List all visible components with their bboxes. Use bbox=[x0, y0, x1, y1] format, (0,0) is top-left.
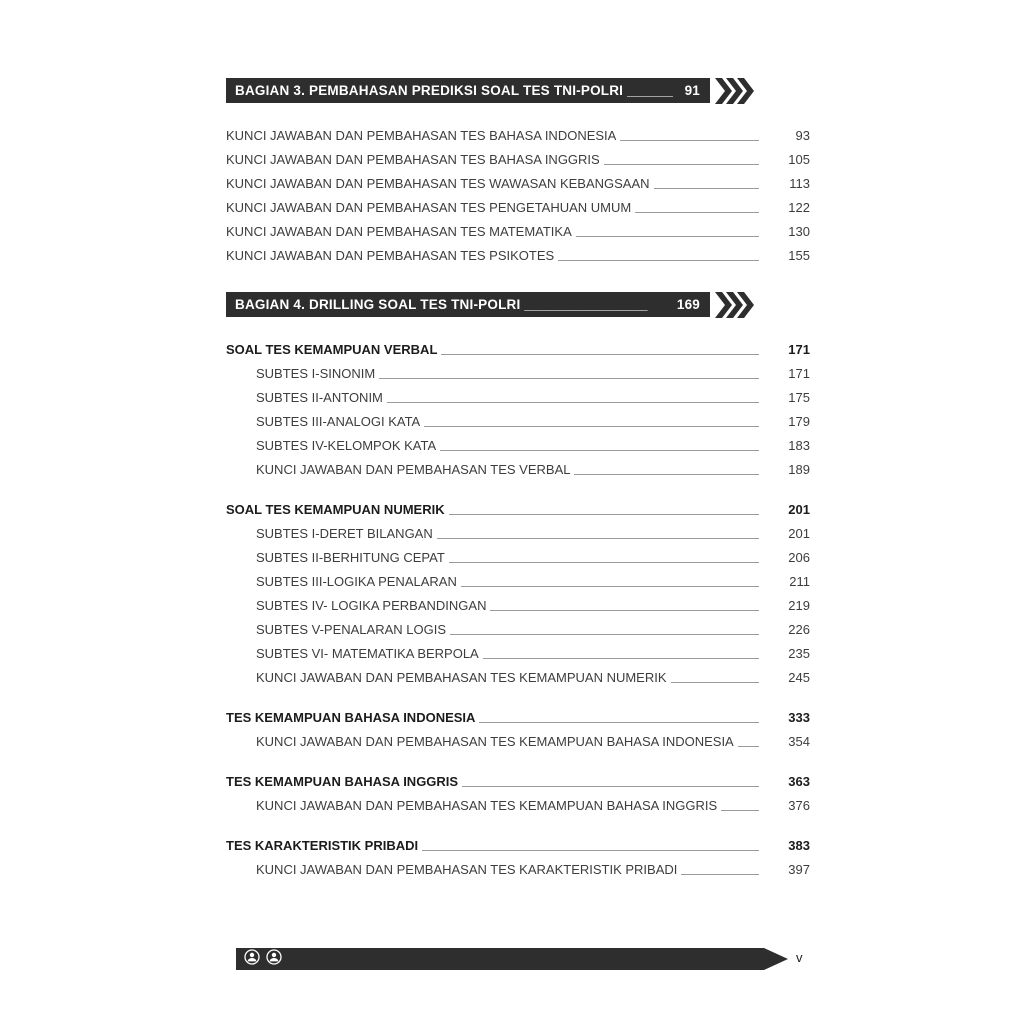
dot-leader bbox=[604, 164, 759, 165]
toc-section-heading bbox=[226, 705, 810, 729]
dot-leader bbox=[483, 658, 759, 659]
toc-heading-page: 201 bbox=[788, 501, 810, 517]
toc-subentry-page: 179 bbox=[788, 413, 810, 429]
toc-subentry bbox=[226, 433, 810, 457]
dot-leader bbox=[379, 378, 759, 379]
toc-heading-label: TES KEMAMPUAN BAHASA INGGRIS bbox=[226, 773, 459, 789]
toc-subentry-page: 206 bbox=[788, 549, 810, 565]
toc-subentry-label: KUNCI JAWABAN DAN PEMBAHASAN TES KEMAMPUAN BAHASA INDONESIA bbox=[256, 733, 734, 749]
toc-subentry-page: 226 bbox=[788, 621, 810, 637]
section-banner-bagian-3 bbox=[226, 78, 810, 103]
toc-subentry bbox=[226, 793, 810, 817]
dot-leader bbox=[450, 634, 759, 635]
dot-leader bbox=[479, 722, 759, 723]
toc-entry bbox=[226, 171, 810, 195]
toc-subentry bbox=[226, 641, 810, 665]
toc-subentry-page: 171 bbox=[788, 365, 810, 381]
toc-subentry bbox=[226, 385, 810, 409]
banner-title: BAGIAN 4. DRILLING SOAL TES TNI-POLRI bbox=[235, 297, 521, 312]
dot-leader bbox=[671, 682, 759, 683]
toc-entry bbox=[226, 219, 810, 243]
toc-subentry-label: SUBTES II-BERHITUNG CEPAT bbox=[256, 549, 445, 565]
banner-page-number: 91 bbox=[684, 83, 700, 98]
toc-content bbox=[226, 78, 810, 897]
toc-group bbox=[226, 833, 810, 881]
toc-subentry-page: 201 bbox=[788, 525, 810, 541]
dot-leader bbox=[738, 746, 759, 747]
toc-subentry-page: 175 bbox=[788, 389, 810, 405]
banner-bar bbox=[226, 78, 710, 103]
toc-entry-label: KUNCI JAWABAN DAN PEMBAHASAN TES PSIKOTES bbox=[226, 247, 555, 263]
dot-leader bbox=[441, 354, 759, 355]
toc-subentry bbox=[226, 729, 810, 753]
banner-leader: ______ bbox=[627, 83, 674, 98]
toc-subentry-page: 376 bbox=[788, 797, 810, 813]
toc-entry-page: 130 bbox=[788, 223, 810, 239]
toc-subentry-label: KUNCI JAWABAN DAN PEMBAHASAN TES KARAKTERISTIK PRIBADI bbox=[256, 861, 678, 877]
dot-leader bbox=[462, 786, 759, 787]
dot-leader bbox=[681, 874, 759, 875]
dot-leader bbox=[387, 402, 759, 403]
toc-subentry-page: 245 bbox=[788, 669, 810, 685]
toc-subentry-label: KUNCI JAWABAN DAN PEMBAHASAN TES KEMAMPUAN BAHASA INGGRIS bbox=[256, 797, 718, 813]
toc-subentry bbox=[226, 569, 810, 593]
dot-leader bbox=[422, 850, 759, 851]
dot-leader bbox=[440, 450, 759, 451]
bagian3-entries bbox=[226, 123, 810, 267]
toc-subentry-page: 189 bbox=[788, 461, 810, 477]
toc-entry-page: 113 bbox=[789, 175, 810, 191]
toc-subentry-page: 354 bbox=[788, 733, 810, 749]
banner-leader: ________________ bbox=[524, 297, 648, 312]
dot-leader bbox=[635, 212, 759, 213]
toc-subentry-label: SUBTES II-ANTONIM bbox=[256, 389, 383, 405]
toc-subentry-label: SUBTES IV- LOGIKA PERBANDINGAN bbox=[256, 597, 487, 613]
toc-section-heading bbox=[226, 833, 810, 857]
toc-subentry-label: KUNCI JAWABAN DAN PEMBAHASAN TES KEMAMPUAN NUMERIK bbox=[256, 669, 667, 685]
toc-section-heading bbox=[226, 497, 810, 521]
footer-arrow-bar bbox=[236, 948, 788, 970]
toc-heading-page: 333 bbox=[788, 709, 810, 725]
toc-entry-label: KUNCI JAWABAN DAN PEMBAHASAN TES MATEMATIKA bbox=[226, 223, 572, 239]
toc-entry-page: 155 bbox=[788, 247, 810, 263]
dot-leader bbox=[620, 140, 759, 141]
toc-subentry-page: 183 bbox=[788, 437, 810, 453]
toc-subentry-page: 219 bbox=[788, 597, 810, 613]
toc-heading-page: 383 bbox=[788, 837, 810, 853]
dot-leader bbox=[721, 810, 759, 811]
dot-leader bbox=[654, 188, 759, 189]
bagian4-groups bbox=[226, 337, 810, 881]
toc-section-heading bbox=[226, 769, 810, 793]
toc-heading-page: 363 bbox=[788, 773, 810, 789]
dot-leader bbox=[437, 538, 759, 539]
toc-heading-label: SOAL TES KEMAMPUAN NUMERIK bbox=[226, 501, 445, 517]
toc-section-heading bbox=[226, 337, 810, 361]
dot-leader bbox=[574, 474, 759, 475]
triple-chevron-icon bbox=[715, 292, 755, 318]
toc-subentry-label: SUBTES III-ANALOGI KATA bbox=[256, 413, 421, 429]
person-icon bbox=[244, 949, 260, 970]
toc-subentry-page: 235 bbox=[788, 645, 810, 661]
dot-leader bbox=[490, 610, 759, 611]
toc-entry bbox=[226, 195, 810, 219]
dot-leader bbox=[424, 426, 759, 427]
toc-subentry-label: SUBTES IV-KELOMPOK KATA bbox=[256, 437, 437, 453]
banner-bar bbox=[226, 292, 710, 317]
toc-entry bbox=[226, 123, 810, 147]
toc-entry-label: KUNCI JAWABAN DAN PEMBAHASAN TES BAHASA INDONESIA bbox=[226, 127, 617, 143]
toc-subentry bbox=[226, 665, 810, 689]
triple-chevron-icon bbox=[715, 78, 755, 104]
toc-entry-page: 93 bbox=[795, 127, 810, 143]
toc-heading-page: 171 bbox=[788, 341, 810, 357]
toc-entry-label: KUNCI JAWABAN DAN PEMBAHASAN TES WAWASAN KEBANGSAAN bbox=[226, 175, 650, 191]
toc-subentry-label: SUBTES VI- MATEMATIKA BERPOLA bbox=[256, 645, 479, 661]
dot-leader bbox=[449, 562, 759, 563]
toc-entry-label: KUNCI JAWABAN DAN PEMBAHASAN TES PENGETAHUAN UMUM bbox=[226, 199, 632, 215]
person-icon bbox=[266, 949, 282, 970]
toc-group bbox=[226, 769, 810, 817]
toc-entry bbox=[226, 147, 810, 171]
banner-title: BAGIAN 3. PEMBAHASAN PREDIKSI SOAL TES TNI-POLRI bbox=[235, 83, 624, 98]
dot-leader bbox=[449, 514, 759, 515]
toc-subentry bbox=[226, 409, 810, 433]
toc-subentry-label: SUBTES III-LOGIKA PENALARAN bbox=[256, 573, 457, 589]
toc-group bbox=[226, 497, 810, 689]
toc-subentry bbox=[226, 593, 810, 617]
toc-subentry-label: SUBTES I-SINONIM bbox=[256, 365, 376, 381]
toc-subentry-label: SUBTES V-PENALARAN LOGIS bbox=[256, 621, 447, 637]
toc-heading-label: TES KARAKTERISTIK PRIBADI bbox=[226, 837, 419, 853]
toc-group bbox=[226, 705, 810, 753]
toc-entry-label: KUNCI JAWABAN DAN PEMBAHASAN TES BAHASA INGGRIS bbox=[226, 151, 600, 167]
toc-subentry bbox=[226, 521, 810, 545]
dot-leader bbox=[576, 236, 759, 237]
toc-entry-page: 105 bbox=[788, 151, 810, 167]
toc-subentry bbox=[226, 361, 810, 385]
toc-subentry-page: 211 bbox=[789, 573, 810, 589]
toc-group bbox=[226, 337, 810, 481]
toc-subentry bbox=[226, 545, 810, 569]
toc-subentry-label: KUNCI JAWABAN DAN PEMBAHASAN TES VERBAL bbox=[256, 461, 571, 477]
dot-leader bbox=[461, 586, 759, 587]
toc-subentry-page: 397 bbox=[788, 861, 810, 877]
toc-subentry bbox=[226, 457, 810, 481]
toc-subentry bbox=[226, 617, 810, 641]
section-banner-bagian-4 bbox=[226, 292, 810, 317]
toc-subentry bbox=[226, 857, 810, 881]
banner-page-number: 169 bbox=[676, 297, 700, 312]
dot-leader bbox=[558, 260, 759, 261]
toc-heading-label: SOAL TES KEMAMPUAN VERBAL bbox=[226, 341, 438, 357]
toc-entry-page: 122 bbox=[788, 199, 810, 215]
toc-entry bbox=[226, 243, 810, 267]
toc-subentry-label: SUBTES I-DERET BILANGAN bbox=[256, 525, 433, 541]
page-number: v bbox=[796, 950, 803, 965]
toc-heading-label: TES KEMAMPUAN BAHASA INDONESIA bbox=[226, 709, 476, 725]
